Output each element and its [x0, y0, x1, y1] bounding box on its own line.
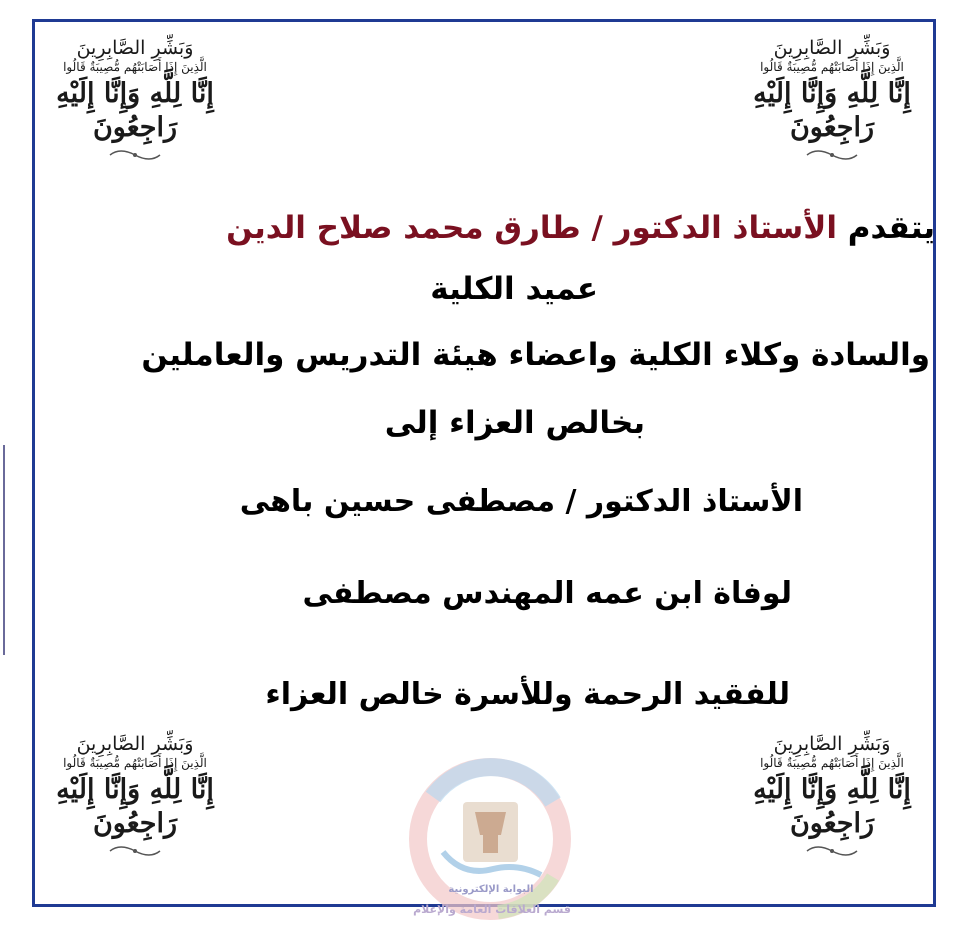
page-edge-line	[3, 445, 5, 655]
quran-verse-calligraphy-bottom-left	[40, 729, 230, 879]
quran-verse-calligraphy-top-right	[737, 33, 927, 183]
verse-line-1: وَبَشِّرِ الصَّابِرِينَ	[76, 37, 194, 59]
offered-by-verb: يتقدم	[847, 210, 935, 246]
logo-caption: قسم العلاقات العامة والإعلام	[413, 903, 571, 916]
verse-line-2: الَّذِينَ إِذَا أَصَابَتْهُم مُّصِيبَةٌ قَالُوا	[63, 756, 207, 770]
verse-line-2: الَّذِينَ إِذَا أَصَابَتْهُم مُّصِيبَةٌ قَالُوا	[63, 60, 207, 74]
quran-verse-calligraphy-bottom-right	[737, 729, 927, 879]
condolence-line-staff: والسادة وكلاء الكلية واعضاء هيئة التدريس والعاملين	[141, 337, 930, 373]
quran-verse-calligraphy-top-left	[40, 33, 230, 183]
verse-line-1: وَبَشِّرِ الصَّابِرِينَ	[773, 37, 891, 59]
closing-prayer: للفقيد الرحمة وللأسرة خالص العزاء	[265, 677, 790, 712]
ornament-icon	[802, 145, 862, 165]
verse-line-1: وَبَشِّرِ الصَّابِرِينَ	[773, 733, 891, 755]
verse-line-3: إِنَّا لِلَّهِ وَإِنَّا إِلَيْهِ رَاجِعُونَ	[753, 78, 911, 143]
ornament-icon	[105, 841, 165, 861]
verse-line-1: وَبَشِّرِ الصَّابِرِينَ	[76, 733, 194, 755]
faculty-logo-watermark	[403, 757, 578, 927]
verse-line-2: الَّذِينَ إِذَا أَصَابَتْهُم مُّصِيبَةٌ قَالُوا	[760, 60, 904, 74]
condolence-line-offered-by	[226, 210, 935, 246]
verse-line-2: الَّذِينَ إِذَا أَصَابَتْهُم مُّصِيبَةٌ قَالُوا	[760, 756, 904, 770]
deceased-line: لوفاة ابن عمه المهندس مصطفى	[302, 576, 792, 611]
verse-line-3: إِنَّا لِلَّهِ وَإِنَّا إِلَيْهِ رَاجِعُونَ	[56, 78, 214, 143]
ornament-icon	[105, 145, 165, 165]
recipient-name: الأستاذ الدكتور / مصطفى حسين باهى	[239, 484, 803, 519]
verse-line-3: إِنَّا لِلَّهِ وَإِنَّا إِلَيْهِ رَاجِعُونَ	[753, 774, 911, 839]
ornament-icon	[802, 841, 862, 861]
verse-line-3: إِنَّا لِلَّهِ وَإِنَّا إِلَيْهِ رَاجِعُونَ	[56, 774, 214, 839]
logo-inner-text: البوابة الإلكترونية	[448, 884, 534, 895]
dean-title: عميد الكلية	[430, 271, 598, 307]
condolence-line-sincere: بخالص العزاء إلى	[384, 405, 645, 441]
dean-name: الأستاذ الدكتور / طارق محمد صلاح الدين	[226, 210, 837, 246]
